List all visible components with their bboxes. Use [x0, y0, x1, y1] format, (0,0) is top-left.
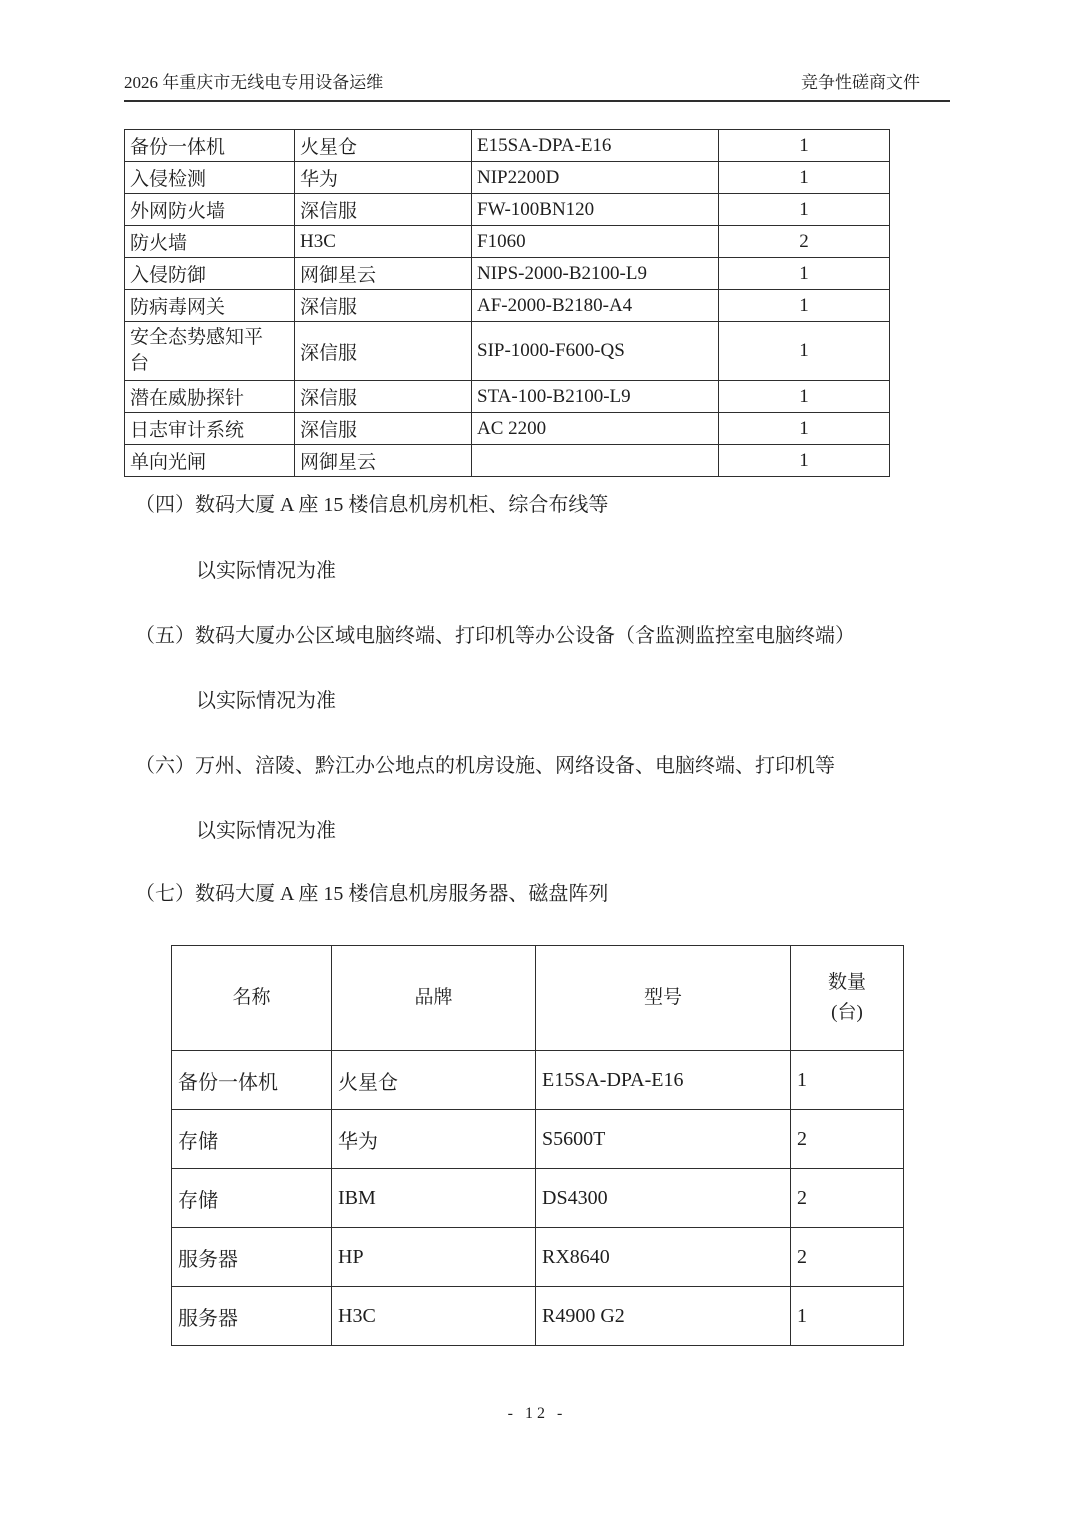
- equipment-name-cell: 外网防火墙: [125, 194, 295, 226]
- quantity-cell: 2: [791, 1110, 904, 1169]
- table-row: [125, 413, 890, 445]
- column-header-quantity: [791, 946, 904, 1051]
- quantity-cell: 1: [719, 322, 890, 381]
- brand-cell: 深信服: [295, 194, 472, 226]
- brand-cell: 华为: [295, 162, 472, 194]
- model-cell: AF-2000-B2180-A4: [472, 290, 719, 322]
- section-heading-6: （六）万州、涪陵、黔江办公地点的机房设施、网络设备、电脑终端、打印机等: [135, 755, 835, 777]
- equipment-name-cell: 日志审计系统: [125, 413, 295, 445]
- table-row: [172, 1169, 904, 1228]
- table-row: [125, 258, 890, 290]
- section-heading-4: （四）数码大厦 A 座 15 楼信息机房机柜、综合布线等: [135, 494, 609, 516]
- table-header-row: [172, 946, 904, 1051]
- table-row: [172, 1228, 904, 1287]
- brand-cell: 深信服: [295, 290, 472, 322]
- model-cell: NIP2200D: [472, 162, 719, 194]
- equipment-name-cell: 存储: [172, 1110, 332, 1169]
- brand-cell: 火星仓: [295, 130, 472, 162]
- model-cell: F1060: [472, 226, 719, 258]
- model-cell: R4900 G2: [536, 1287, 791, 1346]
- equipment-name-cell: 备份一体机: [172, 1051, 332, 1110]
- quantity-cell: 2: [791, 1169, 904, 1228]
- quantity-cell: 1: [719, 381, 890, 413]
- table-row: [125, 290, 890, 322]
- brand-cell: 深信服: [295, 381, 472, 413]
- brand-cell: 火星仓: [332, 1051, 536, 1110]
- equipment-name-cell: 潜在威胁探针: [125, 381, 295, 413]
- brand-cell: H3C: [332, 1287, 536, 1346]
- model-cell: E15SA-DPA-E16: [472, 130, 719, 162]
- table-row: [172, 1287, 904, 1346]
- equipment-name-cell: 服务器: [172, 1287, 332, 1346]
- model-cell: E15SA-DPA-E16: [536, 1051, 791, 1110]
- model-cell: [472, 445, 719, 477]
- brand-cell: 华为: [332, 1110, 536, 1169]
- quantity-cell: 1: [719, 258, 890, 290]
- brand-cell: H3C: [295, 226, 472, 258]
- quantity-cell: 1: [719, 290, 890, 322]
- equipment-name-cell: 存储: [172, 1169, 332, 1228]
- model-cell: RX8640: [536, 1228, 791, 1287]
- model-cell: STA-100-B2100-L9: [472, 381, 719, 413]
- table-row: [125, 130, 890, 162]
- server-storage-table: [171, 945, 904, 1346]
- table-row: [125, 381, 890, 413]
- quantity-cell: 1: [719, 130, 890, 162]
- table-row: [125, 226, 890, 258]
- brand-cell: 深信服: [295, 413, 472, 445]
- header-project-title: 2026 年重庆市无线电专用设备运维: [124, 73, 384, 92]
- equipment-name-cell: [125, 322, 295, 381]
- equipment-name-cell: 单向光闸: [125, 445, 295, 477]
- brand-cell: 网御星云: [295, 258, 472, 290]
- equipment-name-text: 安全态势感知平台: [130, 327, 264, 374]
- model-cell: FW-100BN120: [472, 194, 719, 226]
- model-cell: AC 2200: [472, 413, 719, 445]
- quantity-cell: 1: [719, 162, 890, 194]
- model-cell: DS4300: [536, 1169, 791, 1228]
- quantity-cell: 1: [719, 445, 890, 477]
- equipment-name-cell: 备份一体机: [125, 130, 295, 162]
- model-cell: SIP-1000-F600-QS: [472, 322, 719, 381]
- table-row: [125, 322, 890, 381]
- column-header-brand: 品牌: [332, 946, 536, 1051]
- section-note-5: 以实际情况为准: [196, 690, 336, 712]
- equipment-name-cell: 入侵检测: [125, 162, 295, 194]
- quantity-header-line1: 数量: [827, 972, 866, 993]
- page-header: [124, 72, 950, 102]
- quantity-cell: 1: [719, 194, 890, 226]
- equipment-name-cell: 防火墙: [125, 226, 295, 258]
- model-cell: NIPS-2000-B2100-L9: [472, 258, 719, 290]
- quantity-cell: 2: [719, 226, 890, 258]
- security-equipment-table: [124, 129, 890, 477]
- brand-cell: 深信服: [295, 322, 472, 381]
- section-heading-5: （五）数码大厦办公区域电脑终端、打印机等办公设备（含监测监控室电脑终端）: [135, 625, 855, 647]
- quantity-cell: 1: [791, 1287, 904, 1346]
- quantity-cell: 1: [791, 1051, 904, 1110]
- model-cell: S5600T: [536, 1110, 791, 1169]
- table-row: [125, 162, 890, 194]
- header-doc-type: 竞争性磋商文件: [801, 73, 920, 92]
- table-row: [125, 194, 890, 226]
- quantity-cell: 2: [791, 1228, 904, 1287]
- quantity-header-line2: (台): [831, 1002, 863, 1023]
- column-header-model: 型号: [536, 946, 791, 1051]
- table-row: [172, 1051, 904, 1110]
- equipment-name-cell: 防病毒网关: [125, 290, 295, 322]
- equipment-name-cell: 服务器: [172, 1228, 332, 1287]
- section-heading-7: （七）数码大厦 A 座 15 楼信息机房服务器、磁盘阵列: [135, 883, 609, 905]
- brand-cell: IBM: [332, 1169, 536, 1228]
- quantity-cell: 1: [719, 413, 890, 445]
- brand-cell: 网御星云: [295, 445, 472, 477]
- equipment-name-cell: 入侵防御: [125, 258, 295, 290]
- section-note-4: 以实际情况为准: [196, 560, 336, 582]
- table-row: [125, 445, 890, 477]
- page-number: - 12 -: [507, 1405, 567, 1422]
- column-header-name: 名称: [172, 946, 332, 1051]
- brand-cell: HP: [332, 1228, 536, 1287]
- section-note-6: 以实际情况为准: [196, 820, 336, 842]
- table-row: [172, 1110, 904, 1169]
